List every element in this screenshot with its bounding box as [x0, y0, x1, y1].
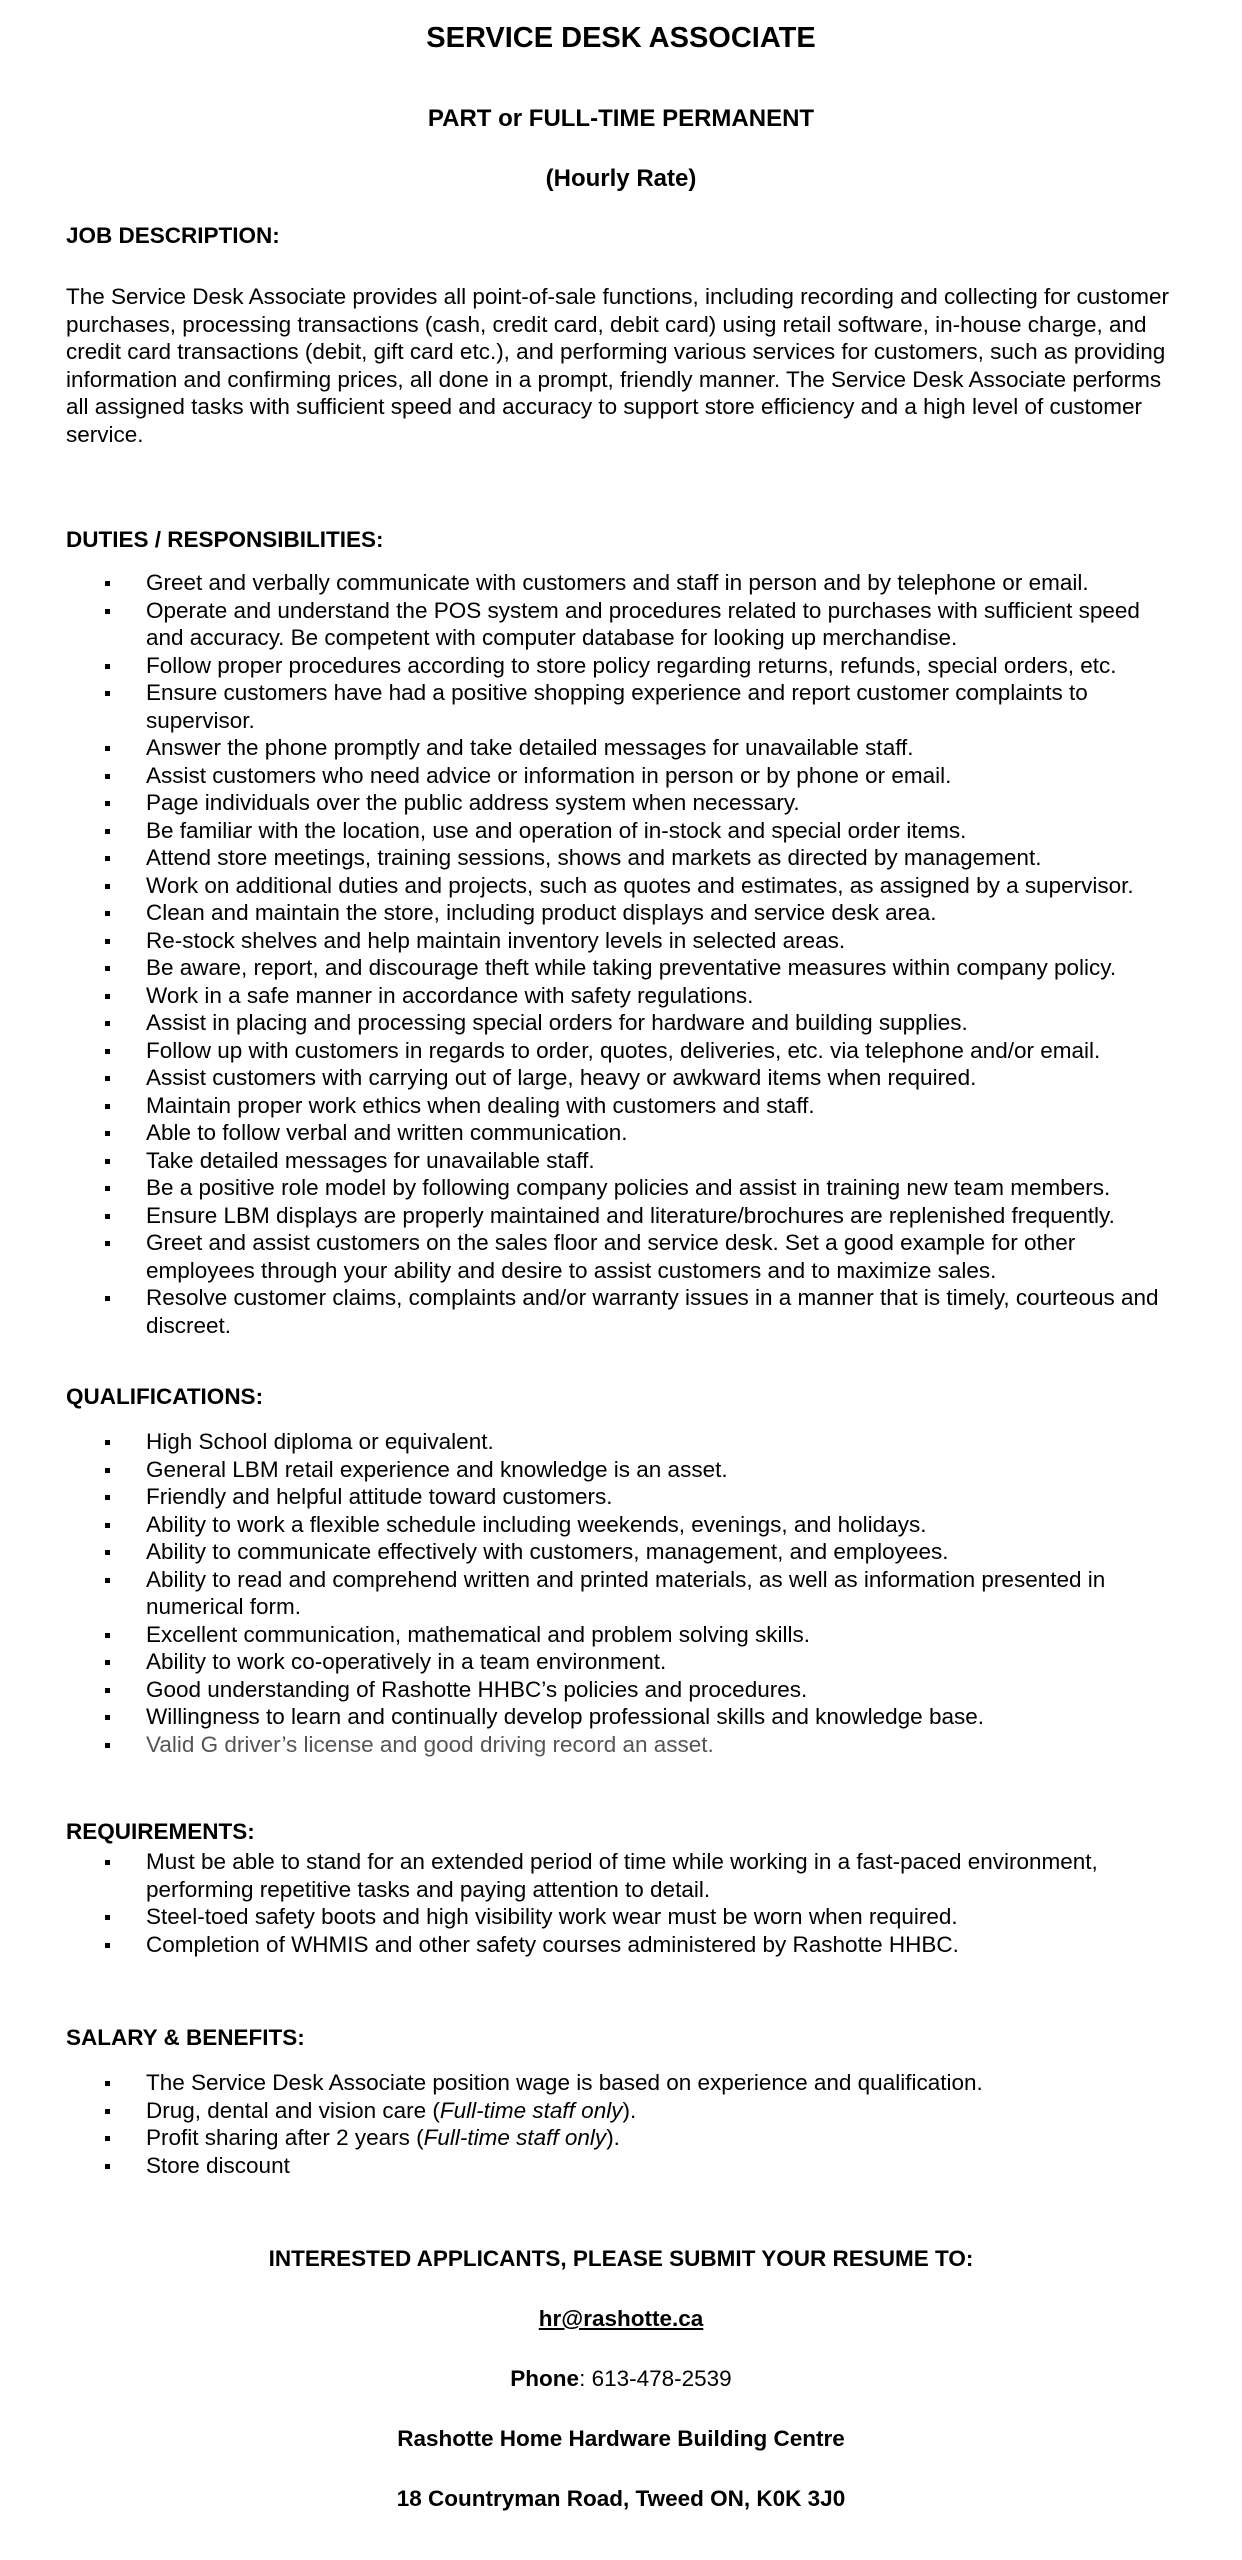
list-item: Ensure LBM displays are properly maintained and literature/brochures are replenished frequently. — [146, 1202, 1176, 1230]
duties-list — [66, 569, 1176, 1339]
list-item: Able to follow verbal and written communication. — [146, 1119, 1176, 1147]
list-item: General LBM retail experience and knowledge is an asset. — [146, 1456, 1176, 1484]
page-title: SERVICE DESK ASSOCIATE — [426, 22, 816, 54]
list-item: Good understanding of Rashotte HHBC’s policies and procedures. — [146, 1676, 1176, 1704]
phone-label: Phone — [510, 2366, 580, 2391]
list-item: Greet and assist customers on the sales floor and service desk. Set a good example for other employees through your ability and desire to assist customers and to maximize sales. — [146, 1229, 1176, 1284]
list-item: Re-stock shelves and help maintain inventory levels in selected areas. — [146, 927, 1176, 955]
company-name: Rashotte Home Hardware Building Centre — [397, 2426, 845, 2451]
list-item — [146, 2097, 1176, 2125]
list-item: Steel-toed safety boots and high visibility work wear must be worn when required. — [146, 1903, 1176, 1931]
list-item: Ability to work a flexible schedule including weekends, evenings, and holidays. — [146, 1511, 1176, 1539]
list-item: Excellent communication, mathematical and problem solving skills. — [146, 1621, 1176, 1649]
list-item: Completion of WHMIS and other safety courses administered by Rashotte HHBC. — [146, 1931, 1176, 1959]
employment-type: PART or FULL-TIME PERMANENT — [427, 105, 815, 132]
job-description-section — [66, 222, 1176, 448]
salary-benefits-heading: SALARY & BENEFITS: — [66, 2025, 305, 2050]
list-item: Follow up with customers in regards to order, quotes, deliveries, etc. via telephone and/or email. — [146, 1037, 1176, 1065]
phone-line — [66, 2365, 1176, 2393]
list-item: Page individuals over the public address system when necessary. — [146, 789, 1176, 817]
benefit-health-text: Drug, dental and vision care ( — [146, 2097, 440, 2123]
email-link[interactable]: hr@rashotte.ca — [538, 2306, 704, 2331]
list-item: Must be able to stand for an extended period of time while working in a fast-paced environment, performing repetitive tasks and paying attention to detail. — [146, 1848, 1176, 1903]
list-item: Follow proper procedures according to store policy regarding returns, refunds, special orders, etc. — [146, 652, 1176, 680]
duties-section — [66, 526, 1176, 1339]
duties-heading: DUTIES / RESPONSIBILITIES: — [66, 527, 384, 552]
salary-benefits-section — [66, 2024, 1176, 2179]
phone-number: : 613-478-2539 — [579, 2366, 732, 2391]
qualifications-section — [66, 1383, 1176, 1758]
list-item: Be familiar with the location, use and operation of in-stock and special order items. — [146, 817, 1176, 845]
list-item — [146, 2152, 1176, 2180]
company-address: 18 Countryman Road, Tweed ON, K0K 3J0 — [396, 2486, 846, 2511]
list-item: Be a positive role model by following company policies and assist in training new team members. — [146, 1174, 1176, 1202]
qualifications-list — [66, 1428, 1176, 1758]
list-item: Resolve customer claims, complaints and/or warranty issues in a manner that is timely, courteous and discreet. — [146, 1284, 1176, 1339]
list-item: Take detailed messages for unavailable staff. — [146, 1147, 1176, 1175]
list-item: Ability to communicate effectively with customers, management, and employees. — [146, 1538, 1176, 1566]
contact-heading: INTERESTED APPLICANTS, PLEASE SUBMIT YOUR RESUME TO: — [268, 2246, 974, 2271]
list-item: Be aware, report, and discourage theft while taking preventative measures within company policy. — [146, 954, 1176, 982]
list-item: Greet and verbally communicate with customers and staff in person and by telephone or email. — [146, 569, 1176, 597]
pay-rate: (Hourly Rate) — [545, 165, 697, 192]
list-item: Attend store meetings, training sessions, shows and markets as directed by management. — [146, 844, 1176, 872]
job-description-heading: JOB DESCRIPTION: — [66, 223, 280, 248]
benefit-profit-close: ). — [606, 2125, 620, 2150]
list-item — [146, 2069, 1176, 2097]
benefit-discount: Store discount — [146, 2152, 290, 2178]
list-item: Ability to work co-operatively in a team environment. — [146, 1648, 1176, 1676]
list-item: Maintain proper work ethics when dealing with customers and staff. — [146, 1092, 1176, 1120]
list-item: Assist customers with carrying out of large, heavy or awkward items when required. — [146, 1064, 1176, 1092]
requirements-list — [66, 1848, 1176, 1958]
benefit-profit-text: Profit sharing after 2 years ( — [146, 2125, 424, 2150]
list-item: High School diploma or equivalent. — [146, 1428, 1176, 1456]
list-item: Ability to read and comprehend written and printed materials, as well as information presented in numerical form. — [146, 1566, 1176, 1621]
list-item — [146, 2124, 1176, 2152]
list-item: Willingness to learn and continually develop professional skills and knowledge base. — [146, 1703, 1176, 1731]
job-description-text: The Service Desk Associate provides all point-of-sale functions, including recording and collecting for customer purchases, processing transactions (cash, credit card, debit card) using retail software, in-house charge, and credit card transactions (debit, gift card etc.), and performing various services for customers, such as providing information and confirming prices, all done in a prompt, friendly manner. The Service Desk Associate performs all assigned tasks with sufficient speed and accuracy to support store efficiency and a high level of customer service. — [66, 284, 1170, 447]
list-item: Assist in placing and processing special orders for hardware and building supplies. — [146, 1009, 1176, 1037]
list-item: Work in a safe manner in accordance with safety regulations. — [146, 982, 1176, 1010]
list-item: Friendly and helpful attitude toward customers. — [146, 1483, 1176, 1511]
list-item: Ensure customers have had a positive shopping experience and report customer complaints to supervisor. — [146, 679, 1176, 734]
qualifications-heading: QUALIFICATIONS: — [66, 1384, 264, 1409]
list-item: Work on additional duties and projects, such as quotes and estimates, as assigned by a supervisor. — [146, 872, 1176, 900]
list-item: Clean and maintain the store, including product displays and service desk area. — [146, 899, 1176, 927]
requirements-section — [66, 1818, 1176, 1958]
benefit-profit-note: Full-time staff only — [423, 2125, 607, 2150]
list-item: Answer the phone promptly and take detailed messages for unavailable staff. — [146, 734, 1176, 762]
salary-benefits-list — [66, 2069, 1176, 2179]
benefit-health-note: Full-time staff only — [439, 2097, 623, 2123]
benefit-wage: The Service Desk Associate position wage is based on experience and qualification. — [146, 2070, 983, 2095]
list-item: Assist customers who need advice or information in person or by phone or email. — [146, 762, 1176, 790]
list-item: Operate and understand the POS system and procedures related to purchases with sufficient speed and accuracy. Be competent with computer database for looking up merchandise. — [146, 597, 1176, 652]
benefit-health-close: ). — [622, 2097, 637, 2123]
requirements-heading: REQUIREMENTS: — [66, 1819, 255, 1844]
contact-section — [66, 2245, 1176, 2513]
list-item: Valid G driver’s license and good driving record an asset. — [146, 1731, 1176, 1759]
